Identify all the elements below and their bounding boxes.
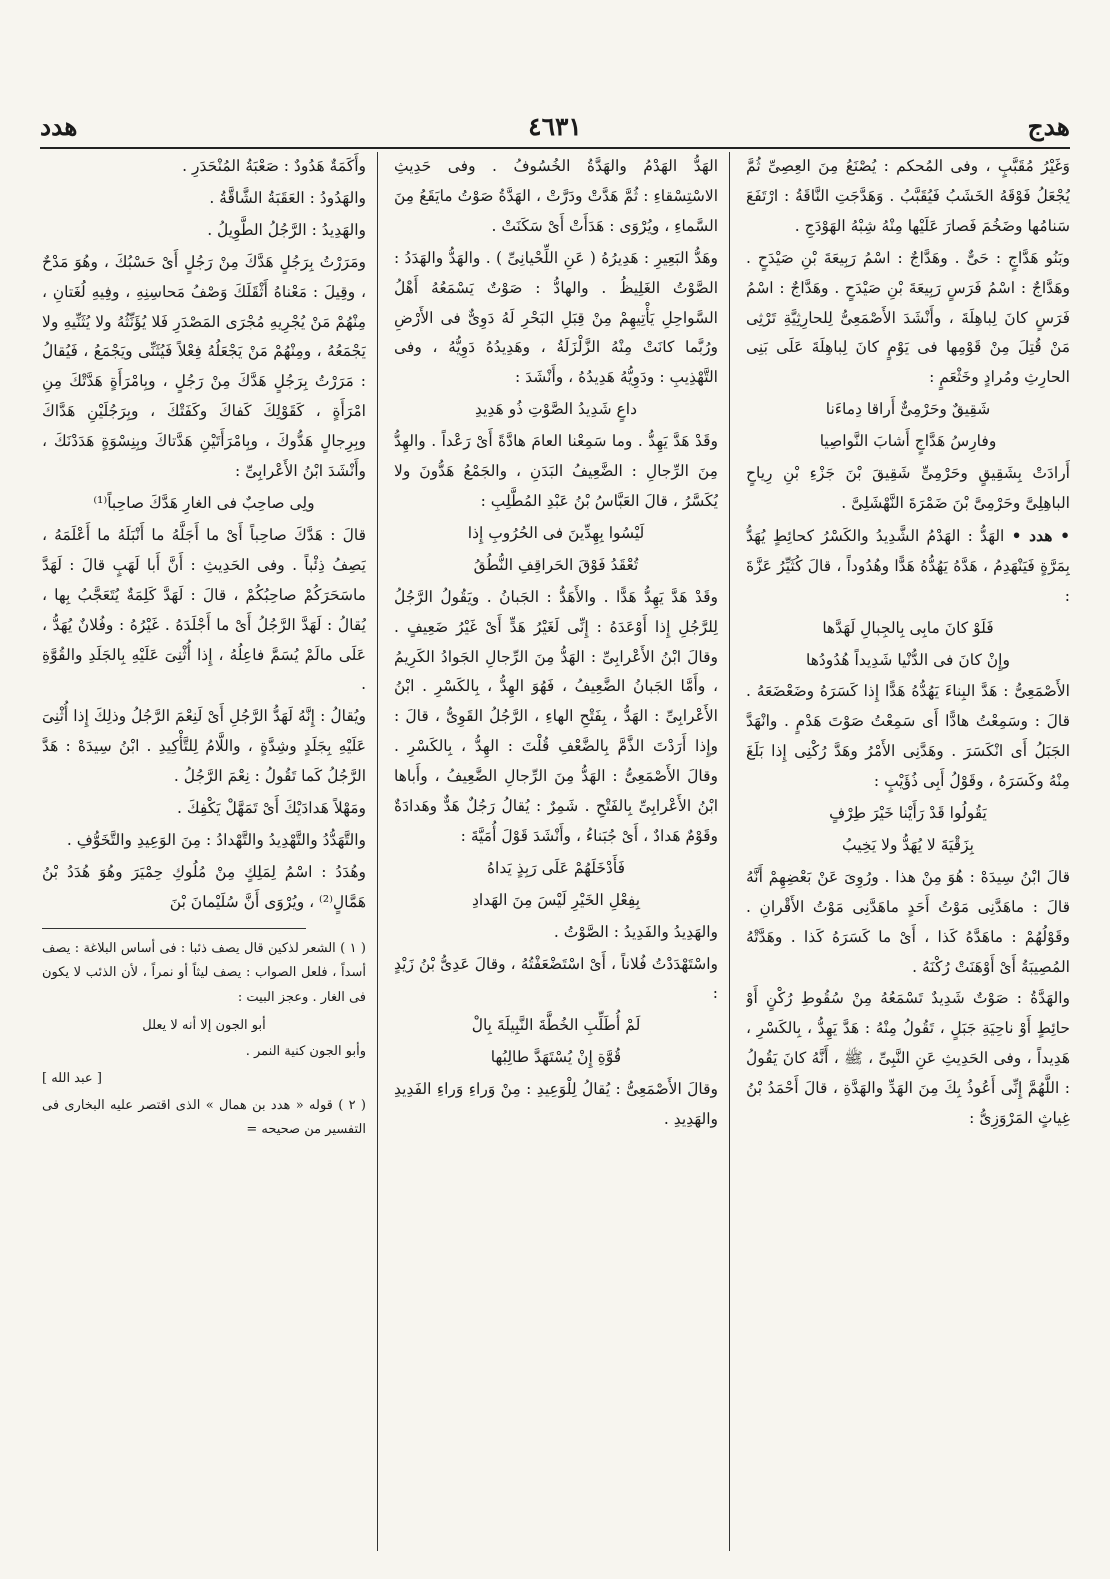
paragraph: وقَدْ هَدَّ يَهِدُّ هَدًّا . والأَهَدُّ : الجَبانُ . ويَقُولُ الرَّجُلُ لِلرَّجُلِ إِذا أَوْعَدَهُ : إِنِّى لَغَيْرُ هَدٍّ أَىْ غَيْرُ ضَعِيفٍ . وقالَ ابْنُ الأَعْرابِىِّ : الهَدُّ مِنَ الرِّجالِ الجَوادُ الكَرِيمُ ، وأَمَّا الجَبانُ الضَّعِيفُ ، فَهُوَ الهِدُّ ، بِالكَسْرِ . ابْنُ الأَعْرابِىِّ : الهَدُّ ، بِفَتْحِ الهاءِ ، الرَّجُلُ القَوِىُّ ، قالَ : وإِذا أَرَدْتَ الذَّمَّ بِالضَّعْفِ قُلْتَ : الهِدُّ ، بِالكَسْرِ . وقالَ الأَصْمَعِىُّ : الهَدُّ مِنَ الرِّجالِ الضَّعِيفُ ، وأَباها ابْنُ الأَعْرابِىِّ بِالفَتْحِ . شَمِرٌ : يُقالُ رَجُلٌ هَدٌّ وهَدادَةٌ وقَوْمٌ هَدادٌ ، أَىْ جُبَناءُ ، وأَنْشَدَ قَوْلَ أُمَيَّةَ : <box>394 587 718 845</box>
paragraph: وهَدُّ البَعِيرِ : هَدِيرُهُ ( عَنِ اللِّحْيانِىِّ ) . والهَدُّ والهَدَدُ : الصَّوْتُ الغَلِيظُ . والهادُّ : صَوْتٌ يَسْمَعُهُ أَهْلُ السَّواحِلِ يَأْتِيهِمْ مِنْ قِبَلِ البَحْرِ لَهُ دَوِىٌّ فى الأَرْضِ ورُبَّما كانَتْ مِنْهُ الزَّلْزَلَةُ ، وهَدِيدُهُ دَوِيُّهُ ، وفى التَّهْذِيبِ : ودَوِيُّهُ هَدِيدُهُ ، وأَنْشَدَ : <box>394 248 718 387</box>
column-divider <box>729 152 730 1551</box>
paragraph: والتَّهَدُّدُ والتَّهْدِيدُ والتَّهْدادُ : مِنَ الوَعِيدِ والتَّخَوُّفِ . <box>66 830 366 849</box>
paragraph: قالَ : هَدَّكَ صاحِباً أَىْ ما أَجَلَّهُ ما أَنْبَلَهُ ما أَعْلَمَهُ ، يَصِفُ ذِئْباً . وفى الحَدِيثِ : أَنَّ أَبا لَهَبٍ قالَ : لَهَدَّ ماسَحَرَكُمْ صاحِبُكُمْ ، قالَ : لَهَدَّ كَلِمَةٌ يُتَعَجَّبُ بِها ، يُقالُ : لَهَدَّ الرَّجُلُ أَىْ ما أَجْلَدَهُ . غَيْرُهُ : وفُلانٌ يُهَدُّ ، عَلَى مالَمْ يُسَمَّ فاعِلُهُ ، إِذا أُثْنِىَ عَلَيْهِ بِالجَلَدِ والقُوَّةِ . <box>42 525 366 694</box>
editor-signature: [ عبد الله ] <box>42 1071 102 1087</box>
paragraph: الهَدُّ الهَدْمُ والهَدَّةُ الخُسُوفُ . وفى حَدِيثِ الاسْتِسْقاءِ : ثُمَّ هَدَّتْ ودَرَّتْ ، الهَدَّةُ صَوْتُ مايَقَعُ مِنَ السَّماءِ ، ويُرْوَى : هَدَأَتْ أَىْ سَكَنَتْ . <box>394 157 718 235</box>
running-headword-right: هدج <box>1027 112 1070 141</box>
page-number: ٤٦٣١ <box>528 112 582 141</box>
paragraph: وأَكَمَةٌ هَدُودٌ : صَعْبَةُ المُنْحَدَرِ . <box>182 157 366 175</box>
verse-line: بِفِعْلِ الخَيْرِ لَيْسَ مِنَ الهَدادِ <box>471 890 641 909</box>
header-rule <box>40 147 1070 149</box>
paragraph: واسْتَهْدَدْتُ فُلاناً ، أَىْ اسْتَضْعَفْتُهُ ، وقالَ عَدِىُّ بْنُ زَيْدٍ : <box>394 954 718 1003</box>
verse-line: تُعْقَدُ فَوْقَ الحَراقِفِ النُّطُقُ <box>473 555 639 574</box>
entry-text: الهَدُّ : الهَدْمُ الشَّدِيدُ والكَسْرُ كحائِطٍ يُهَدُّ بِمَرَّةٍ فَيَنْهَدِمُ ، هَدَّهُ يَهُدُّهُ هَدًّا وهُدُوداً ، قالَ كُثَيِّرُ عَزَّةَ : <box>746 526 1070 605</box>
verse-line: يَقُولُوا قَدْ رَأَيْنا خَيْرَ طِرْفٍ <box>829 804 987 823</box>
verse-line: لَيْسُوا بِهِدِّينَ فى الحُرُوبِ إِذا <box>467 523 645 542</box>
column-middle <box>394 152 718 1551</box>
paragraph: وَغَيْرُ مُقَبَّبٍ ، وفى المُحكم : يُصْنَعُ مِنَ العِصِىِّ ثُمَّ يُجْعَلُ فَوْقَهُ الخَشَبُ فَيُقَبَّبُ . وَهَدَّجَتِ النَّاقَةُ : ارْتَفَعَ سَنامُها وضَخُمَ فَصارَ عَلَيْها مِنْهُ شِبْهُ الهَوْدَجِ . <box>746 157 1070 235</box>
footnote-1: ( ١ ) الشعر لذكين قال يصف ذئبا : فى أساس البلاغة : يصف أسداً ، فلعل الصواب : يصف ليثاً أو نمراً ، لأن الذئب لا يكون فى الغار . وعجز البيت : <box>42 940 366 1006</box>
verse-line: بِزَقْيَةَ لا يُهَدُّ ولا يَخِيبُ <box>842 835 974 854</box>
entry-paragraph <box>746 521 1070 612</box>
paragraph: وقَدْ هَدَّ يَهِدُّ . وما سَمِعْنا العامَ هادَّةً أَىْ رَعْداً . والهِدُّ مِنَ الرِّجالِ : الضَّعِيفُ البَدَنِ ، والجَمْعُ هَدُّونَ ولا يُكَسَّرُ ، قالَ العَبَّاسُ بْنُ عَبْدِ المُطَّلِبِ : <box>394 432 718 510</box>
paragraph: وقالَ الأَصْمَعِىُّ : يُقالُ لِلْوَعِيدِ : مِنْ وَراءِ وَراءِ الفَدِيدِ والهَدِيدِ . <box>394 1080 718 1129</box>
verse-line: فَأَدْخَلَهُمْ عَلَى رَبِذٍ يَداهُ <box>486 858 626 877</box>
paragraph: وبَنُو هَدَّاجٍ : حَىٌّ . وهَدَّاجٌ : اسْمُ رَبِيعَةَ بْنِ صَيْدَحٍ . وهَدَّاجٌ : اسْمُ فَرَسٍ رَبِيعَةَ بْنِ صَيْدَحٍ . وهَدَّاجٌ : اسْمُ فَرَسٍ كانَ لِباهِلَةَ ، وأَنْشَدَ الأَصْمَعِىُّ لِلحارِثِيَّةِ تَرْثِى مَنْ قُتِلَ مِنْ قَوْمِها فى يَوْمٍ كانَ لِباهِلَةَ عَلَى بَنِى الحارِثِ ومُرادٍ وخَثْعَمٍ : <box>746 248 1070 387</box>
verse-line: قُوَّةِ إِنْ يُسْتَهَدَّ طالِبُها <box>490 1048 622 1067</box>
footnote-note: وأبو الجون كنية النمر . <box>245 1043 366 1059</box>
paragraph: والهَدُودُ : العَقَبَةُ الشَّاقَّةُ . <box>209 188 366 207</box>
paragraph: والهَدِيدُ : الرَّجُلُ الطَّوِيلُ . <box>207 220 366 239</box>
column-left <box>42 152 366 1551</box>
column-right <box>746 152 1070 1551</box>
verse-line: داعٍ شَدِيدُ الصَّوْتِ ذُو هَدِيدِ <box>475 400 637 419</box>
paragraph: والهَدِيدُ والفَدِيدُ : الصَّوْتُ . <box>553 922 718 941</box>
paragraph: ويُقالُ : إِنَّهُ لَهَدُّ الرَّجُلِ أَىْ لَنِعْمَ الرَّجُلُ وذلِكَ إِذا أُثْنِىَ عَلَيْهِ بِجَلَدٍ وشِدَّةٍ ، واللَّامُ لِلتَّأْكِيدِ . ابْنُ سِيدَهْ : هَدَّ الرَّجُلُ كَما تَقُولُ : نِعْمَ الرَّجُلُ . <box>42 707 366 786</box>
verse-line: وإِنْ كانَ فى الدُّنْيا شَدِيداً هُدُودُها <box>806 650 1010 669</box>
paragraph: والهَدَّةُ : صَوْتٌ شَدِيدٌ تَسْمَعُهُ مِنْ سُقُوطِ رُكْنٍ أَوْ حائِطٍ أَوْ ناحِيَةِ جَبَلٍ ، تَقُولُ مِنْهُ : هَدَّ يَهِدُّ ، بِالكَسْرِ ، هَدِيداً ، وفى الحَدِيثِ عَنِ النَّبِىِّ ، ﷺ ، أَنَّهُ كانَ يَقُولُ : اللَّهُمَّ إِنِّى أَعُوذُ بِكَ مِنَ الهَدِّ والهَدَّةِ ، قالَ أَحْمَدُ بْنُ غِياثٍ المَرْوَزِىُّ : <box>746 989 1070 1128</box>
paragraph: قالَ ابْنُ سِيدَهْ : هُوَ مِنْ هذا . ورُوِىَ عَنْ بَعْضِهِمْ أَنَّهُ قالَ : ماهَدَّنِى مَوْتُ أَحَدٍ ماهَدَّنِى مَوْتُ الأَقْرانِ . وقَوْلُهُمْ : ماهَدَّهُ كَذا ، أَىْ ما كَسَرَهُ كَذا . وهَدَّتْهُ المُصِيبَةُ أَىْ أَوْهَنَتْ رُكْنَهُ . <box>746 867 1070 976</box>
verse-line: فَلَوْ كانَ مابِى بِالجِبالِ لَهَدَّها <box>822 618 994 637</box>
paragraph: ومَهْلاً هَدادَيْكَ أَىْ تَمَهَّلْ يَكْفِكَ . <box>176 799 366 818</box>
verse-line: شَقِيقٌ وحَرْمِىٌّ أَراقا دِماءَنا <box>825 400 991 419</box>
footnote-separator <box>42 928 306 929</box>
paragraph: ومَرَرْتُ بِرَجُلٍ هَدَّكَ مِنْ رَجُلٍ أَىْ حَسْبُكَ ، وهُوَ مَدْحٌ ، وقِيلَ : مَعْناهُ أَثْقَلَكَ وَصْفُ مَحاسِنِهِ ، وفِيهِ لُغَتانِ ، مِنْهُمْ مَنْ يُجْرِيهِ مُجْرَى المَصْدَرِ فَلا يُؤَنِّثُهُ ولا يُثَنِّيهِ ولا يَجْمَعُهُ ، ومِنْهُمْ مَنْ يَجْعَلُهُ فِعْلاً فَيُثَنِّى ويَجْمَعُ ، فَيُقالُ : مَرَرْتُ بِرَجُلٍ هَدَّكَ مِنْ رَجُلٍ ، وبِامْرَأَةٍ هَدَّتْكَ مِنِ امْرَأَةٍ ، كَقَوْلِكَ كَفاكَ وكَفَتْكَ ، وبِرَجُلَيْنِ هَدَّاكَ وبِرِجالٍ هَدُّوكَ ، وبِامْرَأَتَيْنِ هَدَّتاكَ وبِنِسْوَةٍ هَدَدْنَكَ ، وأَنْشَدَ ابْنُ الأَعْرابِىِّ : <box>42 252 366 481</box>
page-header <box>40 112 1070 152</box>
running-headword-left: هدد <box>40 112 78 141</box>
column-divider <box>377 152 378 1551</box>
paragraph: الأَصْمَعِىُّ : هَدَّ البِناءَ يَهُدُّهُ هَدًّا إِذا كَسَرَهُ وضَعْضَعَهُ . قالَ : وسَمِعْتُ هادًّا أَى سَمِعْتُ صَوْتَ هَدْمٍ . وانْهَدَّ الجَبَلُ أَى انْكَسَرَ . وهَدَّنِى الأَمْرُ وهَدَّ رُكْنِى إِذا بَلَغَ مِنْهُ وكَسَرَهُ ، وقَوْلُ أَبِى ذُؤَيْبٍ : <box>746 682 1070 791</box>
verse-line: لَمْ أُطَلِّبِ الخُطَّةَ النَّبِيلَةَ بِالْ <box>471 1016 641 1035</box>
verse-line: ولِى صاحِبٌ فى الغارِ هَدَّكَ صاحِباً⁽¹⁾ <box>93 493 315 512</box>
entry-heading: • هدد • <box>1011 525 1070 545</box>
footnote-verse: أبو الجون إلا أنه لا يعلل <box>142 1017 266 1033</box>
footnote-2: ( ٢ ) قوله « هدد بن همال » الذى اقتصر عليه البخارى فى التفسير من صحيحه = <box>42 1097 366 1138</box>
paragraph: وهُدَدُ : اسْمُ لِمَلِكٍ مِنْ مُلُوكِ حِمْيَرَ وهُوَ هُدَدُ بْنُ هَمَّالٍ⁽²⁾ ، ويُرْوَى أَنَّ سُلَيْمانَ بْنَ <box>42 862 366 911</box>
verse-line: وفارِسُ هَدَّاجٍ أَشابَ النَّواصِيا <box>819 432 997 451</box>
paragraph: أَرادَتْ بِشَقِيقٍ وحَرْمِىٍّ شَقِيقَ بْنَ جَزْءِ بْنِ رِياحٍ الباهِلِىَّ وحَرْمِىَّ بْنَ ضَمْرَةَ النَّهْشَلِىَّ . <box>746 464 1070 512</box>
